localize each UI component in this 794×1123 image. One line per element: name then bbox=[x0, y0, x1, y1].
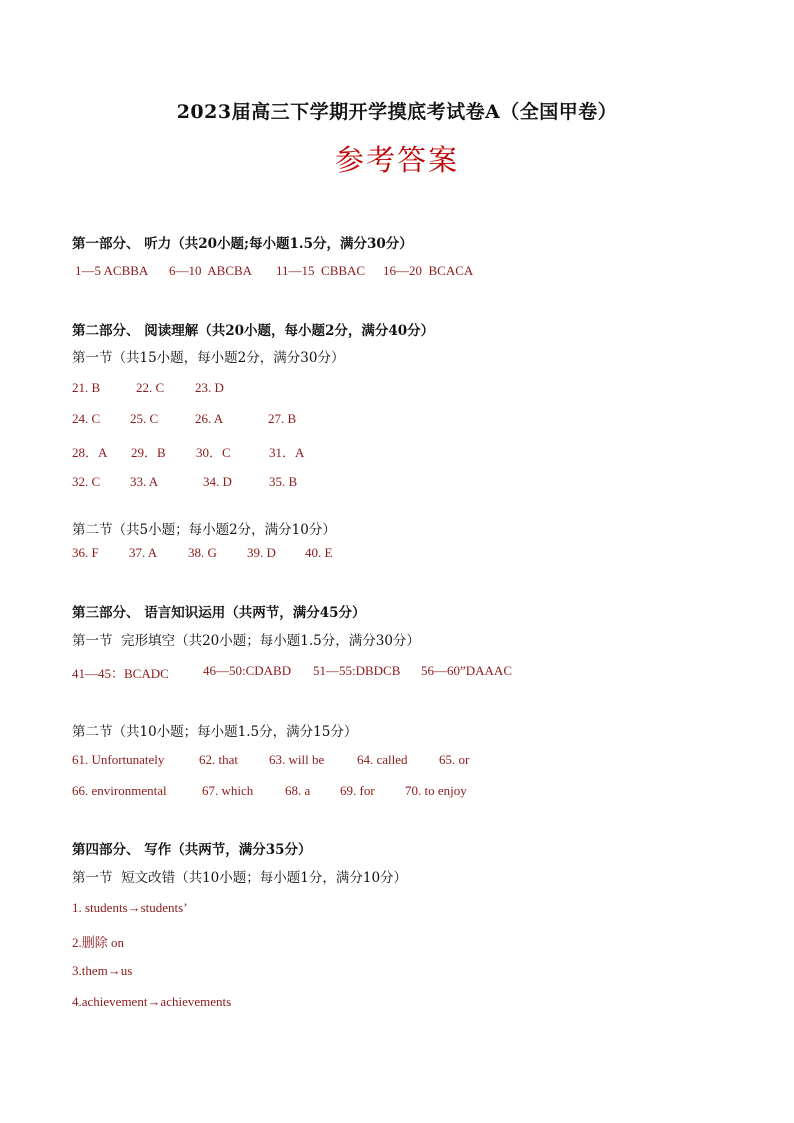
grammar-answer: 62. that bbox=[199, 752, 238, 767]
part2-section1-heading: 第一节（共15小题，每小题2分，满分30分） bbox=[72, 350, 345, 366]
part1-answer: 6—10 ABCBA bbox=[169, 263, 253, 278]
reading-answer: 31．A bbox=[269, 445, 305, 460]
error-correction-answer: 2.删除 on bbox=[72, 935, 125, 950]
reading-answer: 21. B bbox=[72, 380, 101, 395]
part3-section1-heading: 第一节 完形填空（共20小题；每小题1.5分，满分30分） bbox=[72, 633, 420, 649]
part3-section2-heading: 第二节（共10小题；每小题1.5分，满分15分） bbox=[72, 724, 358, 740]
part3-heading: 第三部分、 语言知识运用（共两节，满分45分） bbox=[72, 605, 366, 621]
reading-answer: 32. C bbox=[72, 474, 101, 489]
reading-answer: 34. D bbox=[203, 474, 232, 489]
cloze-answer: 41—45：BCADC bbox=[72, 666, 169, 681]
part2-heading: 第二部分、 阅读理解（共20小题，每小题2分，满分40分） bbox=[72, 323, 435, 339]
reading-answer: 33. A bbox=[130, 474, 159, 489]
error-correction-answer: 3.them→us bbox=[72, 963, 133, 978]
reading-answer: 27. B bbox=[268, 411, 297, 426]
grammar-answer: 61. Unfortunately bbox=[72, 752, 165, 767]
part1-answer: 11—15 CBBAC bbox=[276, 263, 366, 278]
cloze-answer: 46—50:CDABD bbox=[203, 663, 292, 678]
reading-answer: 23. D bbox=[195, 380, 224, 395]
grammar-answer: 67. which bbox=[202, 783, 254, 798]
reading-answer: 35. B bbox=[269, 474, 298, 489]
reading-answer: 25. C bbox=[130, 411, 159, 426]
grammar-answer: 63. will be bbox=[269, 752, 325, 767]
part1-answer: 16—20 BCACA bbox=[383, 263, 474, 278]
part4-heading: 第四部分、 写作（共两节，满分35分） bbox=[72, 842, 312, 858]
sevenchoice-answer: 38. G bbox=[188, 545, 217, 560]
part2-section2-heading: 第二节（共5小题；每小题2分，满分10分） bbox=[72, 522, 336, 538]
part1-answer: 1—5 ACBBA bbox=[75, 263, 149, 278]
answer-key-subtitle: 参考答案 bbox=[334, 143, 459, 177]
cloze-answer: 56—60”DAAAC bbox=[421, 663, 512, 678]
sevenchoice-answer: 36. F bbox=[72, 545, 99, 560]
reading-answer: 22. C bbox=[136, 380, 165, 395]
part1-heading: 第一部分、 听力（共20小题;每小题1.5分，满分30分） bbox=[72, 236, 413, 252]
reading-answer: 29．B bbox=[131, 445, 166, 460]
cloze-answer: 51—55:DBDCB bbox=[313, 663, 401, 678]
grammar-answer: 69. for bbox=[340, 783, 375, 798]
reading-answer: 26. A bbox=[195, 411, 224, 426]
grammar-answer: 65. or bbox=[439, 752, 470, 767]
grammar-answer: 64. called bbox=[357, 752, 408, 767]
reading-answer: 28．A bbox=[72, 445, 108, 460]
grammar-answer: 66. environmental bbox=[72, 783, 167, 798]
reading-answer: 30．C bbox=[196, 445, 231, 460]
grammar-answer: 70. to enjoy bbox=[405, 783, 467, 798]
part4-section1-heading: 第一节 短文改错（共10小题；每小题1分，满分10分） bbox=[72, 870, 408, 886]
error-correction-answer: 4.achievement→achievements bbox=[72, 994, 232, 1009]
grammar-answer: 68. a bbox=[285, 783, 311, 798]
sevenchoice-answer: 37. A bbox=[129, 545, 158, 560]
sevenchoice-answer: 40. E bbox=[305, 545, 333, 560]
sevenchoice-answer: 39. D bbox=[247, 545, 276, 560]
exam-title: 2023届高三下学期开学摸底考试卷A（全国甲卷） bbox=[176, 101, 618, 123]
reading-answer: 24. C bbox=[72, 411, 101, 426]
error-correction-answer: 1. students→students’ bbox=[72, 900, 188, 915]
